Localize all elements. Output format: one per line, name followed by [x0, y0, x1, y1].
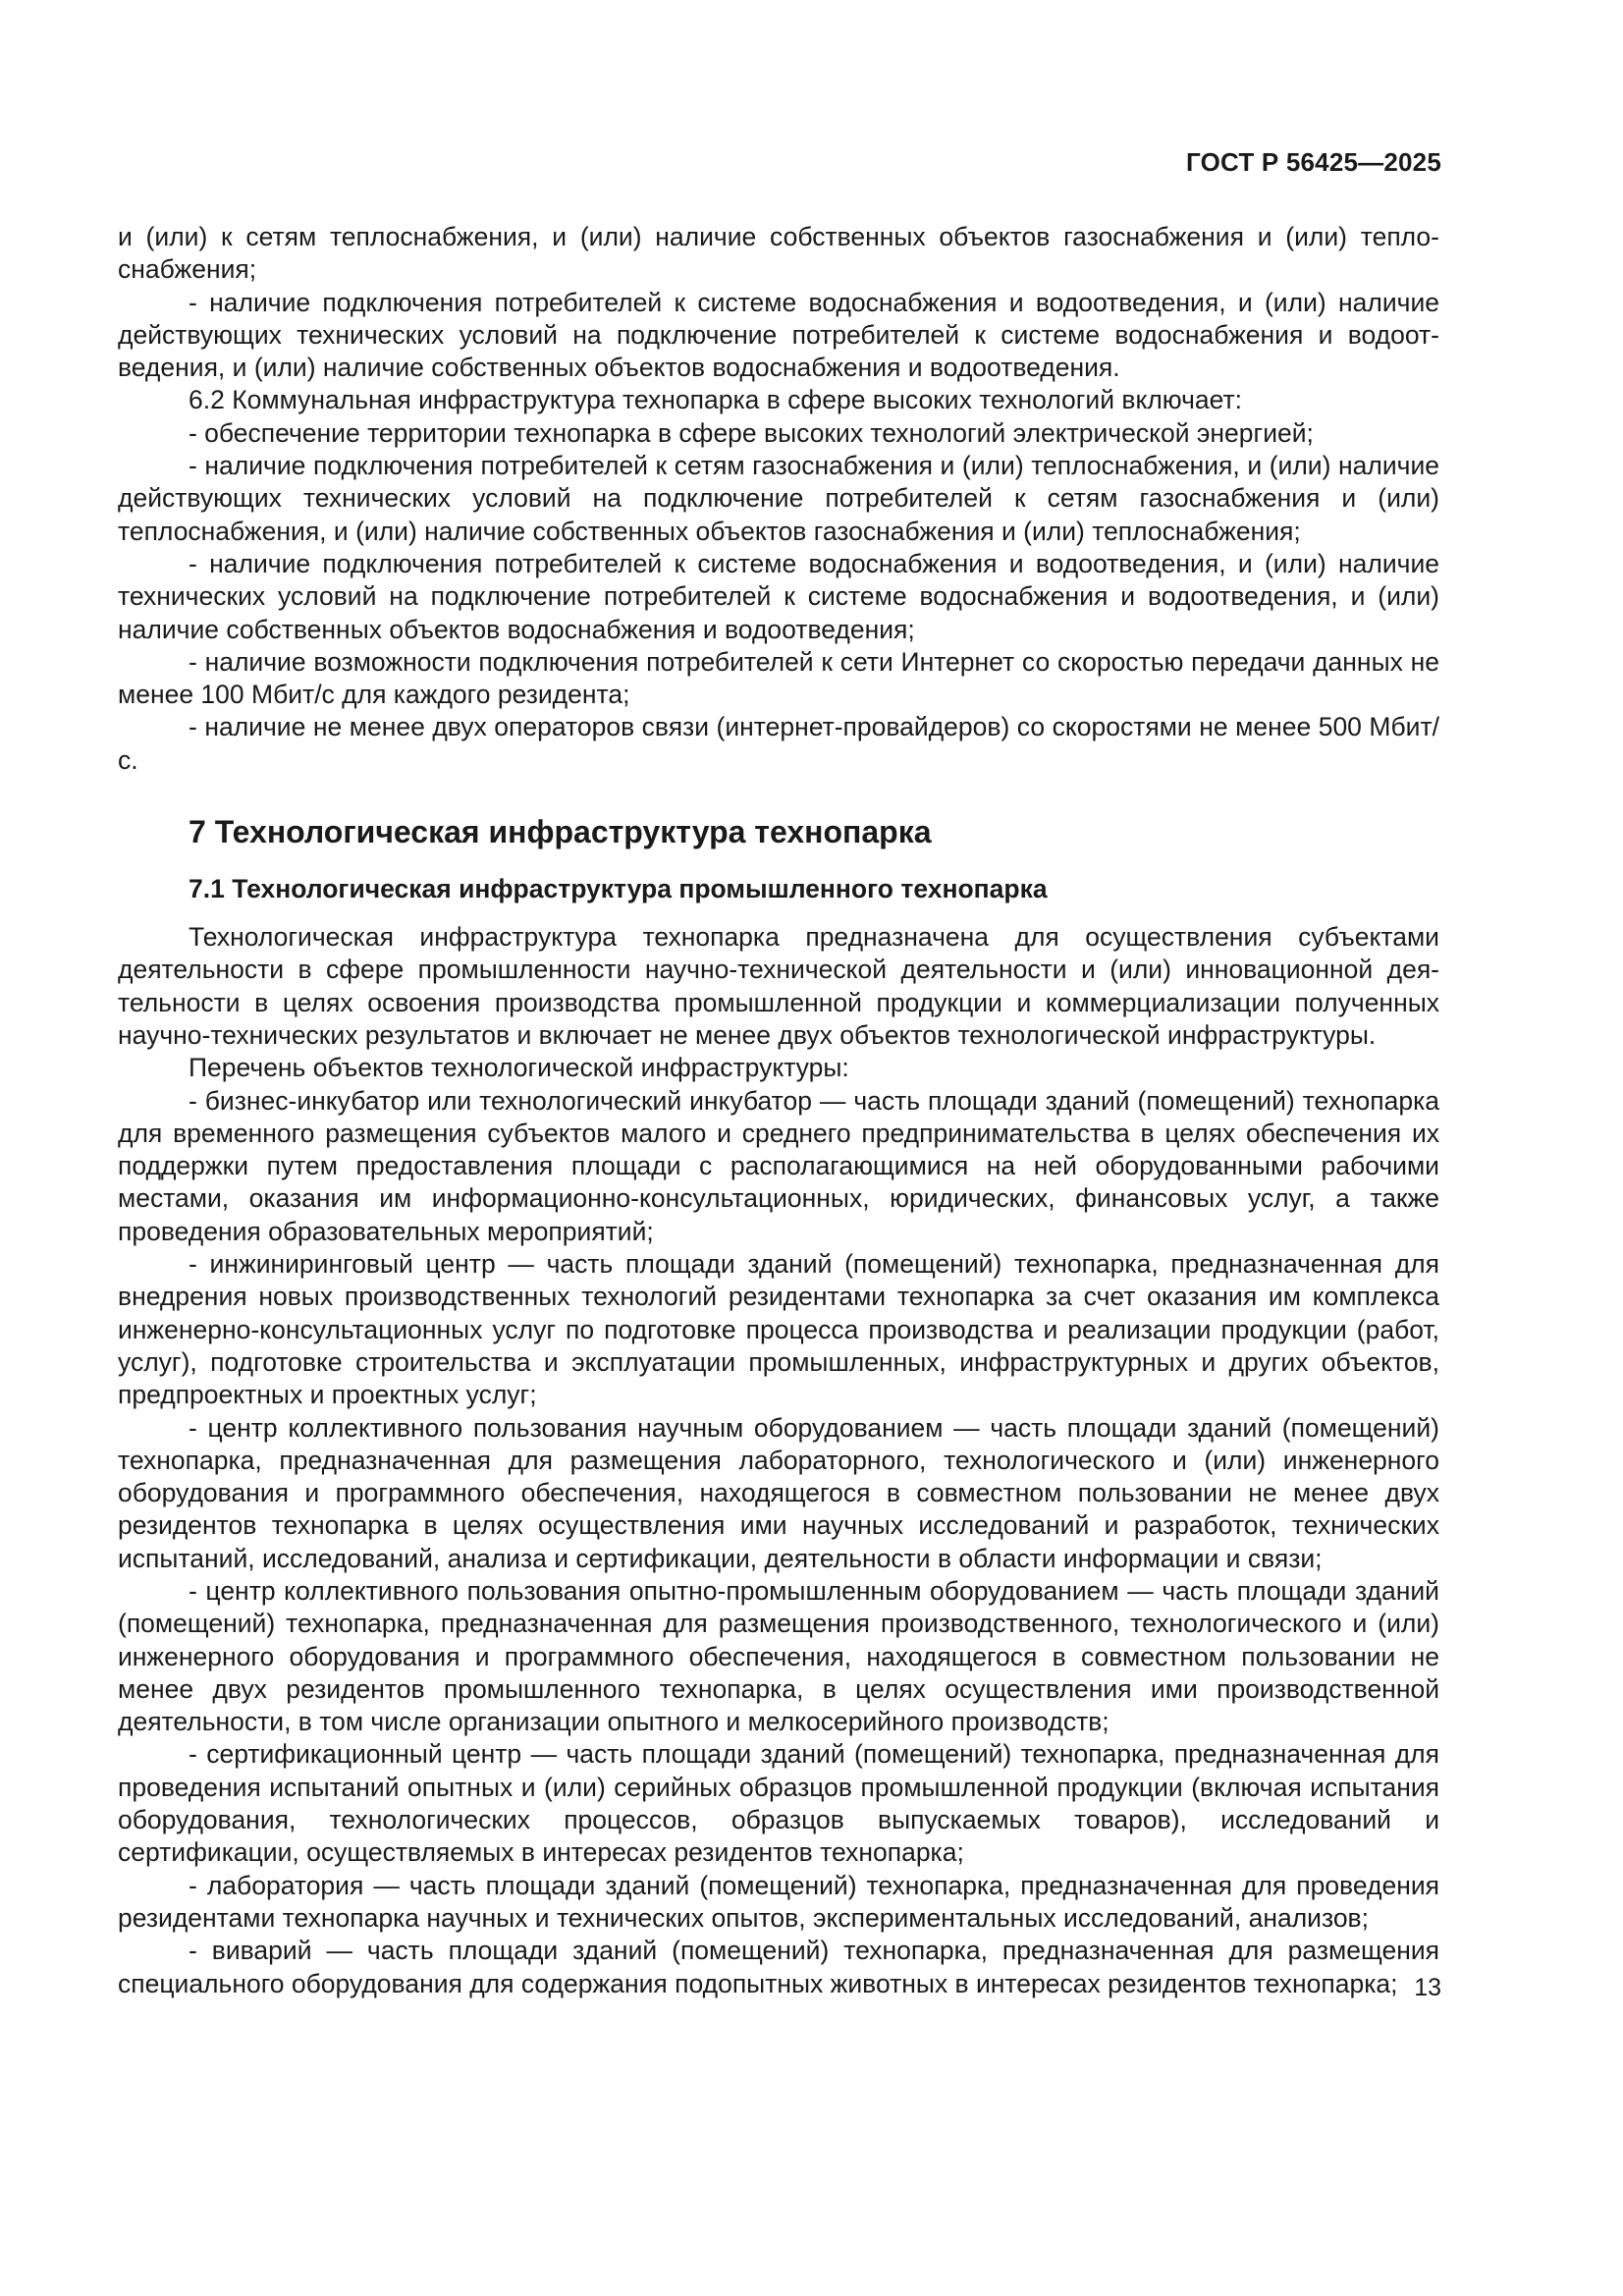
list-item: - бизнес-инкубатор или технологический инкубатор — часть площади зданий (помещений) технопарка для временного размещения субъектов малого и среднего предпринимательства в целях обеспечения их поддержки путем предоставления площади с располагающимися на ней оборудованными рабочими местами, оказания им информационно-консультационных, юридических, финансовых услуг, а также проведения образовательных мероприятий;	[118, 1085, 1439, 1246]
list-item: - инжиниринговый центр — часть площади зданий (помещений) технопарка, предназначенная для внедрения новых производственных технологий резидентами технопарка за счет оказания им комплекса инженерно-консультационных услуг по подготовке процесса производства и реализации продукции (работ, услуг), подготовке строительства и эксплуатации промышленных, инфраструктурных и других объектов, предпроектных и проектных услуг;	[118, 1249, 1439, 1410]
paragraph: - наличие не менее двух операторов связи (интернет-провайдеров) со скоростями не менее 500 Мбит/с.	[118, 712, 1439, 775]
paragraph: - наличие возможности подключения потребителей к сети Интернет со скоростью передачи данных не менее 100 Мбит/с для каждого резидента;	[118, 646, 1439, 710]
list-item: - виварий — часть площади зданий (помещений) технопарка, предназначенная для размещения специального оборудования для содержания подопытных животных в интересах резидентов технопарка;	[118, 1936, 1439, 1998]
paragraph: Технологическая инфраструктура технопарка предназначена для осуществления субъектами деятельности в сфере промышленности научно-технической деятельности и (или) инновационной деятельности в целях освоения производства промышленной продукции и коммерциализации полученных научно-технических результатов и включает не менее двух объектов технологической инфраструктуры.	[118, 922, 1439, 1050]
document-code: ГОСТ Р 56425—2025	[1186, 147, 1441, 177]
list-item: - лаборатория — часть площади зданий (помещений) технопарка, предназначенная для проведения резидентами технопарка научных и технических опытов, экспериментальных исследований, анализов;	[118, 1870, 1439, 1933]
list-item: - центр коллективного пользования научным оборудованием — часть площади зданий (помещений) технопарка, предназначенная для размещения лабораторного, технологического и (или) инженерного оборудования и программного обеспечения, находящегося в совместном пользовании не менее двух резидентов технопарка в целях осуществления ими научных исследований и разработок, технических испытаний, исследований, анализа и сертификации, деятельности в области информации и связи;	[118, 1412, 1439, 1573]
paragraph: - наличие подключения потребителей к сетям газоснабжения и (или) теплоснабжения, и (или) наличие действующих технических условий на подключение потребителей к сетям газоснабжения и (или) теплоснабжения, и (или) наличие собственных объектов газоснабжения и (или) теплоснабжения;	[118, 451, 1439, 546]
subsection-heading: 7.1 Технологическая инфраструктура промышленного технопарка	[189, 874, 1048, 904]
section-heading: 7 Технологическая инфраструктура технопарка	[189, 814, 932, 850]
paragraph: Перечень объектов технологической инфраструктуры:	[189, 1053, 849, 1083]
paragraph: - обеспечение территории технопарка в сфере высоких технологий электрической энергией;	[189, 417, 1314, 448]
page-content	[118, 221, 1439, 2000]
paragraph: 6.2 Коммунальная инфраструктура технопарка в сфере высоких технологий включает:	[189, 385, 1243, 415]
paragraph: - наличие подключения потребителей к системе водоснабжения и водоотведения, и (или) наличие действующих технических условий на подключение потребителей к системе водоснабжения и водоотведения, и (или) наличие собственных объектов водоснабжения и водоотведения.	[118, 287, 1439, 383]
page-number: 13	[1414, 1974, 1441, 2001]
paragraph: и (или) к сетям теплоснабжения, и (или) наличие собственных объектов газоснабжения и (или) теплоснабжения;	[118, 222, 1439, 285]
list-item: - центр коллективного пользования опытно-промышленным оборудованием — часть площади зданий (помещений) технопарка, предназначенная для размещения производственного, технологического и (или) инженерного оборудования и программного обеспечения, находящегося в совместном пользовании не менее двух резидентов промышленного технопарка, в целях осуществления ими производственной деятельности, в том числе организации опытного и мелкосерийного производств;	[118, 1575, 1439, 1737]
list-item: - сертификационный центр — часть площади зданий (помещений) технопарка, предназначенная для проведения испытаний опытных и (или) серийных образцов промышленной продукции (включая испытания оборудования, технологических процессов, образцов выпускаемых товаров), исследований и сертификации, осуществляемых в интересах резидентов технопарка;	[118, 1739, 1439, 1868]
paragraph: - наличие подключения потребителей к системе водоснабжения и водоотведения, и (или) наличие технических условий на подключение потребителей к системе водоснабжения и водоотведения, и (или) наличие собственных объектов водоснабжения и водоотведения;	[118, 548, 1439, 644]
